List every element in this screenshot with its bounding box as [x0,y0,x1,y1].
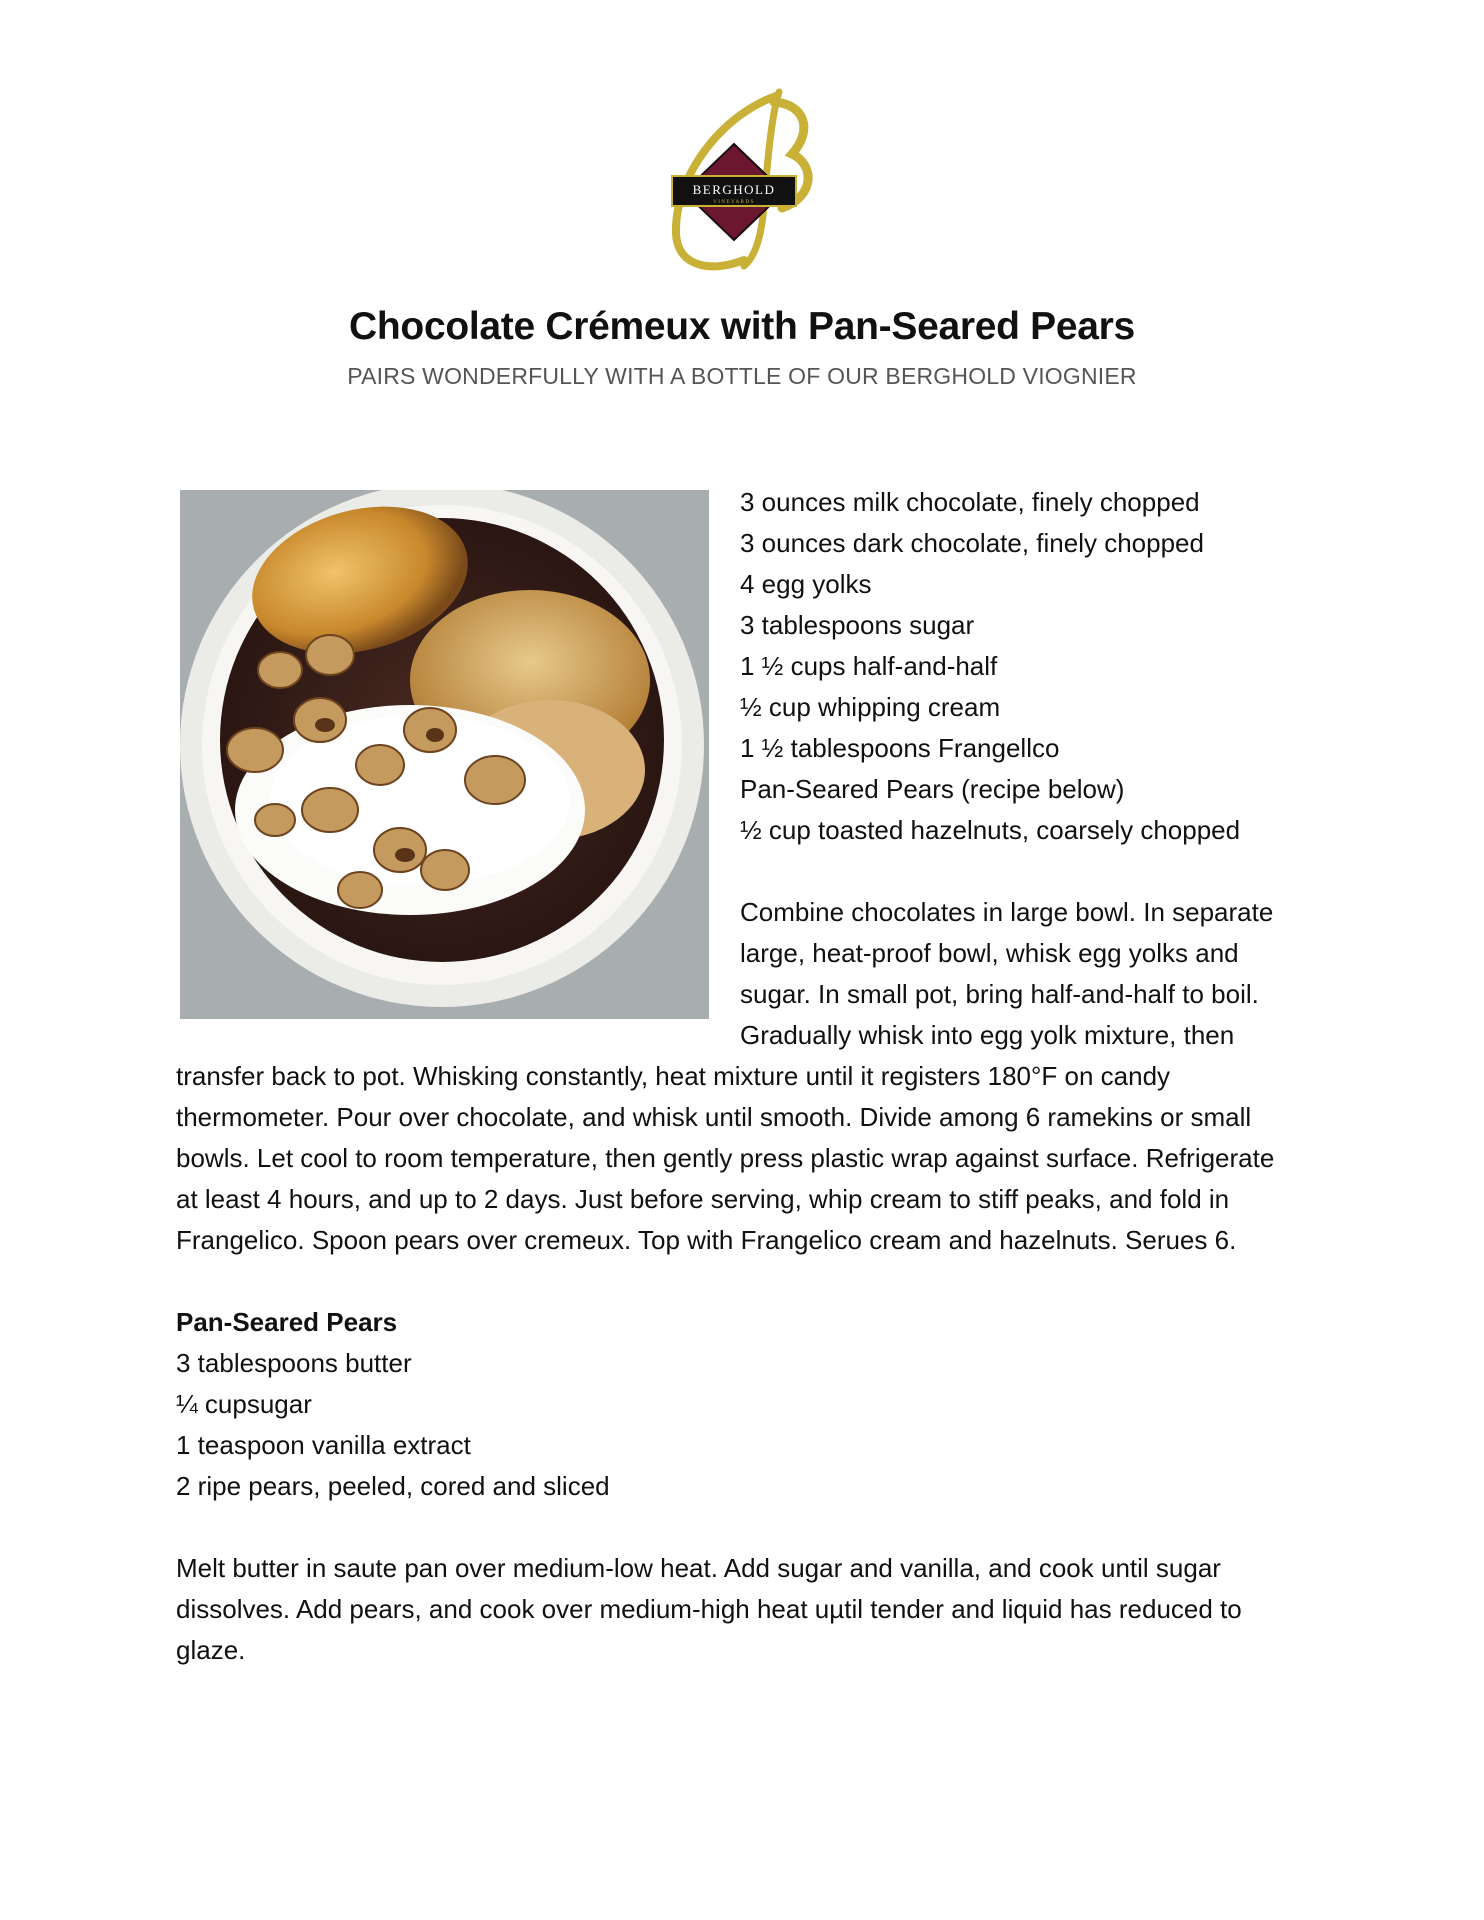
method-line: large, heat-proof bowl, whisk egg yolks and [740,938,1239,968]
pan-seared-ingredient-list [176,1343,610,1507]
ingredient-item: 1 ½ tablespoons Frangellco [740,733,1060,763]
pan-seared-ingredient: ¼ cupsugar [176,1389,312,1419]
logo-text: BERGHOLD [692,182,776,197]
method-line: Gradually whisk into egg yolk mixture, then [740,1020,1235,1050]
pan-seared-method-line: glaze. [176,1635,246,1665]
logo-subtext: VINEYARDS [713,200,755,205]
pan-seared-ingredient: 3 tablespoons butter [176,1348,412,1378]
pan-seared-heading: Pan-Seared Pears [176,1307,398,1337]
method-line: at least 4 hours, and up to 2 days. Just before serving, whip cream to stiff peaks, and fold in [176,1184,1230,1214]
pan-seared-method-line: Melt butter in saute pan over medium-low heat. Add sugar and vanilla, and cook until sugar [176,1553,1221,1583]
pan-seared-method-line: dissolves. Add pears, and cook over medium-high heat uµtil tender and liquid has reduced to [176,1594,1242,1624]
ingredient-item: ½ cup toasted hazelnuts, coarsely chopped [740,815,1241,845]
ingredient-item: 3 tablespoons sugar [740,610,975,640]
method-line: transfer back to pot. Whisking constantly, heat mixture until it registers 180°F on candy [176,1061,1171,1091]
recipe-subtitle: PAIRS WONDERFULLY WITH A BOTTLE OF OUR BERGHOLD VIOGNIER [347,363,1137,389]
ingredient-item: 4 egg yolks [740,569,872,599]
berghold-vineyards-logo-icon [664,84,824,274]
pan-seared-ingredient: 2 ripe pears, peeled, cored and sliced [176,1471,610,1501]
ingredient-item: 3 ounces milk chocolate, finely chopped [740,487,1200,517]
ingredient-item: 1 ½ cups half-and-half [740,651,998,681]
method-paragraph-top [740,892,1360,1056]
method-line: bowls. Let cool to room temperature, then gently press plastic wrap against surface. Refrigerate [176,1143,1275,1173]
dessert-photo-icon [180,490,709,1019]
ingredient-item: Pan-Seared Pears (recipe below) [740,774,1125,804]
pan-seared-method [176,1548,1326,1671]
method-line: Frangelico. Spoon pears over cremeux. Top with Frangelico cream and hazelnuts. Serues 6. [176,1225,1237,1255]
berghold-logo [664,84,824,274]
pan-seared-ingredient: 1 teaspoon vanilla extract [176,1430,471,1460]
dessert-photo [180,490,709,1019]
method-paragraph-bottom [176,1056,1326,1261]
method-line: thermometer. Pour over chocolate, and whisk until smooth. Divide among 6 ramekins or small [176,1102,1252,1132]
recipe-title: Chocolate Crémeux with Pan-Seared Pears [349,305,1135,348]
ingredient-item: ½ cup whipping cream [740,692,1001,722]
ingredient-item: 3 ounces dark chocolate, finely chopped [740,528,1204,558]
method-line: Combine chocolates in large bowl. In separate [740,897,1274,927]
ingredient-list [740,482,1440,851]
method-line: sugar. In small pot, bring half-and-half to boil. [740,979,1259,1009]
